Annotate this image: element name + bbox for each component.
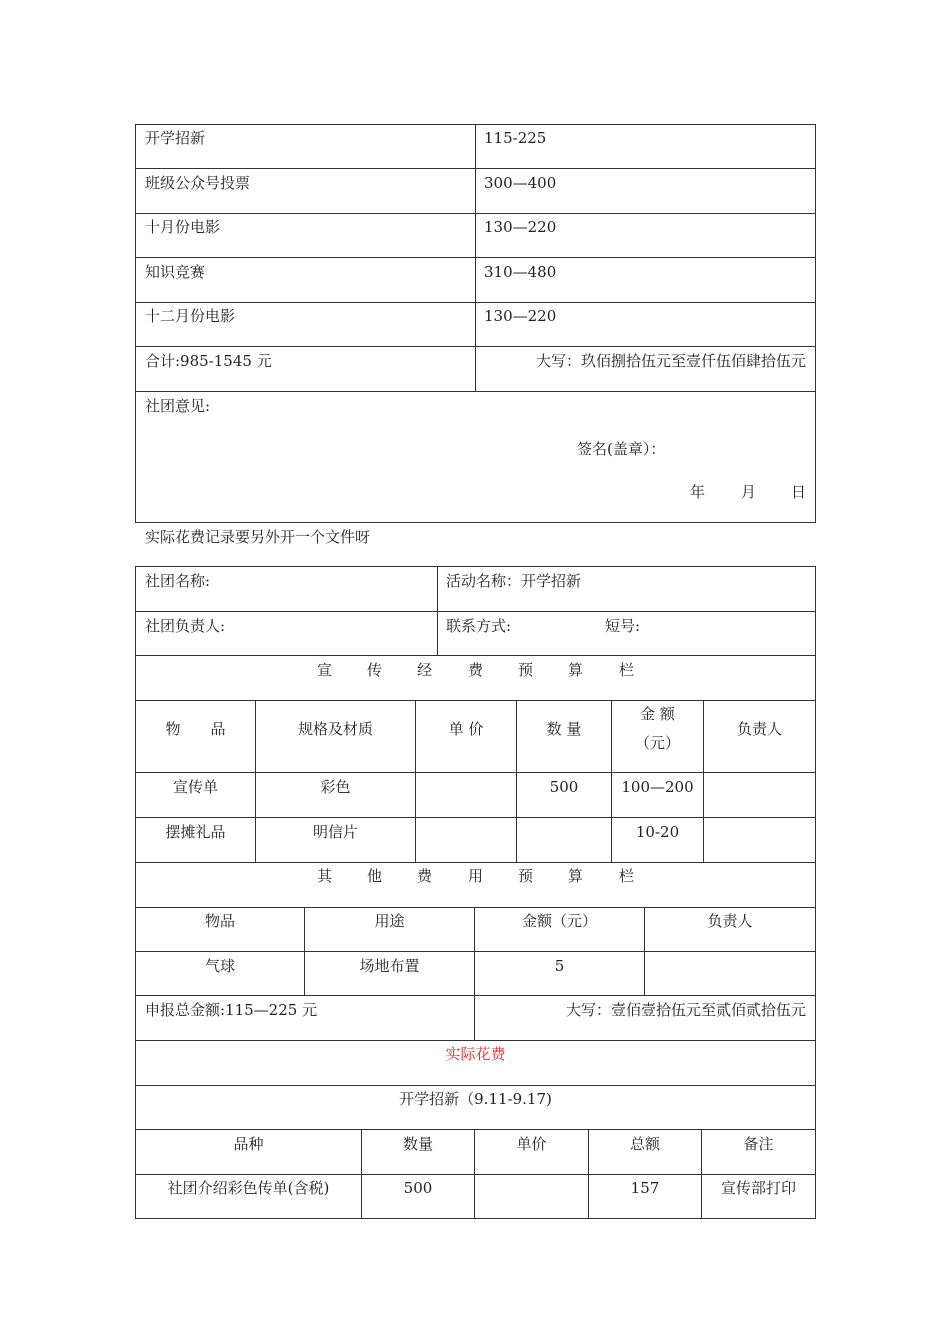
other-header-char: 算	[568, 867, 584, 885]
summary-amount-cell: 130—220	[484, 307, 557, 325]
actual-col-remark: 备注	[743, 1135, 774, 1153]
promo-row-amount: 10-20	[635, 823, 680, 841]
promo-col-item: 物 品	[165, 720, 226, 738]
summary-total: 合计:985-1545 元	[145, 352, 272, 370]
other-row-item: 气球	[204, 957, 235, 975]
other-header-char: 栏	[619, 867, 635, 885]
other-row-use: 场地布置	[359, 957, 420, 975]
summary-amount-cell: 115-225	[484, 129, 547, 147]
promo-header-char: 栏	[619, 661, 635, 679]
promo-row-quantity: 500	[549, 778, 579, 796]
other-col-item: 物品	[204, 912, 235, 930]
signature-label: 签名(盖章）：	[577, 440, 666, 458]
promo-header-char: 经	[417, 661, 433, 679]
promo-col-unit-price: 单 价	[448, 720, 484, 738]
other-col-use: 用途	[374, 912, 405, 930]
summary-item-cell: 知识竞赛	[145, 263, 206, 281]
promo-row-spec: 明信片	[312, 823, 358, 841]
promo-row-amount: 100—200	[621, 778, 694, 796]
other-header-char: 其	[317, 867, 333, 885]
summary-amount-cell: 310—480	[484, 263, 557, 281]
actual-spend-subtitle: 开学招新（9.11-9.17)	[399, 1090, 552, 1108]
note-text: 实际花费记录要另外开一个文件呀	[145, 528, 371, 546]
other-col-owner: 负责人	[707, 912, 753, 930]
date-day: 日	[791, 483, 807, 501]
club-name-label: 社团名称:	[145, 572, 211, 590]
other-header-char: 用	[468, 867, 484, 885]
summary-amount-cell: 300—400	[484, 174, 557, 192]
promo-header-char: 费	[468, 661, 484, 679]
promo-col-owner: 负责人	[736, 720, 782, 738]
promo-row-spec: 彩色	[320, 778, 351, 796]
actual-col-total: 总额	[629, 1135, 660, 1153]
summary-amount-cell: 130—220	[484, 218, 557, 236]
summary-item-cell: 十二月份电影	[145, 307, 236, 325]
promo-col-quantity: 数 量	[546, 720, 582, 738]
promo-header-char: 算	[568, 661, 584, 679]
promo-row-item: 摆摊礼品	[165, 823, 226, 841]
opinion-label: 社团意见:	[145, 397, 211, 415]
declared-total: 申报总金额:115—225 元	[145, 1001, 318, 1019]
actual-row-remark: 宣传部打印	[720, 1179, 796, 1197]
actual-col-kind: 品种	[233, 1135, 264, 1153]
actual-spend-title: 实际花费	[445, 1045, 506, 1063]
other-header-char: 预	[518, 867, 534, 885]
club-leader-label: 社团负责人:	[145, 617, 226, 635]
promo-row-item: 宣传单	[172, 778, 218, 796]
promo-col-amount: 金 额	[640, 705, 675, 723]
summary-total-upper: 大写：玖佰捌拾伍元至壹仟伍佰肆拾伍元	[535, 352, 806, 370]
summary-item-cell: 十月份电影	[145, 218, 221, 236]
sms-label: 短号:	[605, 617, 641, 635]
other-header-char: 费	[417, 867, 433, 885]
other-col-amount: 金额（元）	[521, 912, 597, 930]
summary-item-cell: 开学招新	[145, 129, 206, 147]
declared-total-upper: 大写：壹佰壹拾伍元至贰佰贰拾伍元	[565, 1001, 806, 1019]
summary-item-cell: 班级公众号投票	[145, 174, 251, 192]
promo-header-char: 预	[518, 661, 534, 679]
date-year: 年	[690, 483, 706, 501]
activity-name: 活动名称：开学招新	[446, 572, 582, 590]
actual-row-kind: 社团介绍彩色传单(含税)	[167, 1179, 330, 1197]
actual-row-quantity: 500	[403, 1179, 433, 1197]
promo-col-amount-unit: （元）	[634, 734, 680, 752]
actual-row-total: 157	[630, 1179, 660, 1197]
contact-label: 联系方式:	[446, 617, 512, 635]
date-month: 月	[741, 483, 757, 501]
other-header-char: 他	[367, 867, 383, 885]
promo-col-spec: 规格及材质	[297, 720, 373, 738]
other-row-amount: 5	[554, 957, 565, 975]
actual-col-quantity: 数量	[402, 1135, 433, 1153]
actual-col-unit-price: 单价	[516, 1135, 547, 1153]
promo-header-char: 宣	[317, 661, 333, 679]
promo-header-char: 传	[367, 661, 383, 679]
